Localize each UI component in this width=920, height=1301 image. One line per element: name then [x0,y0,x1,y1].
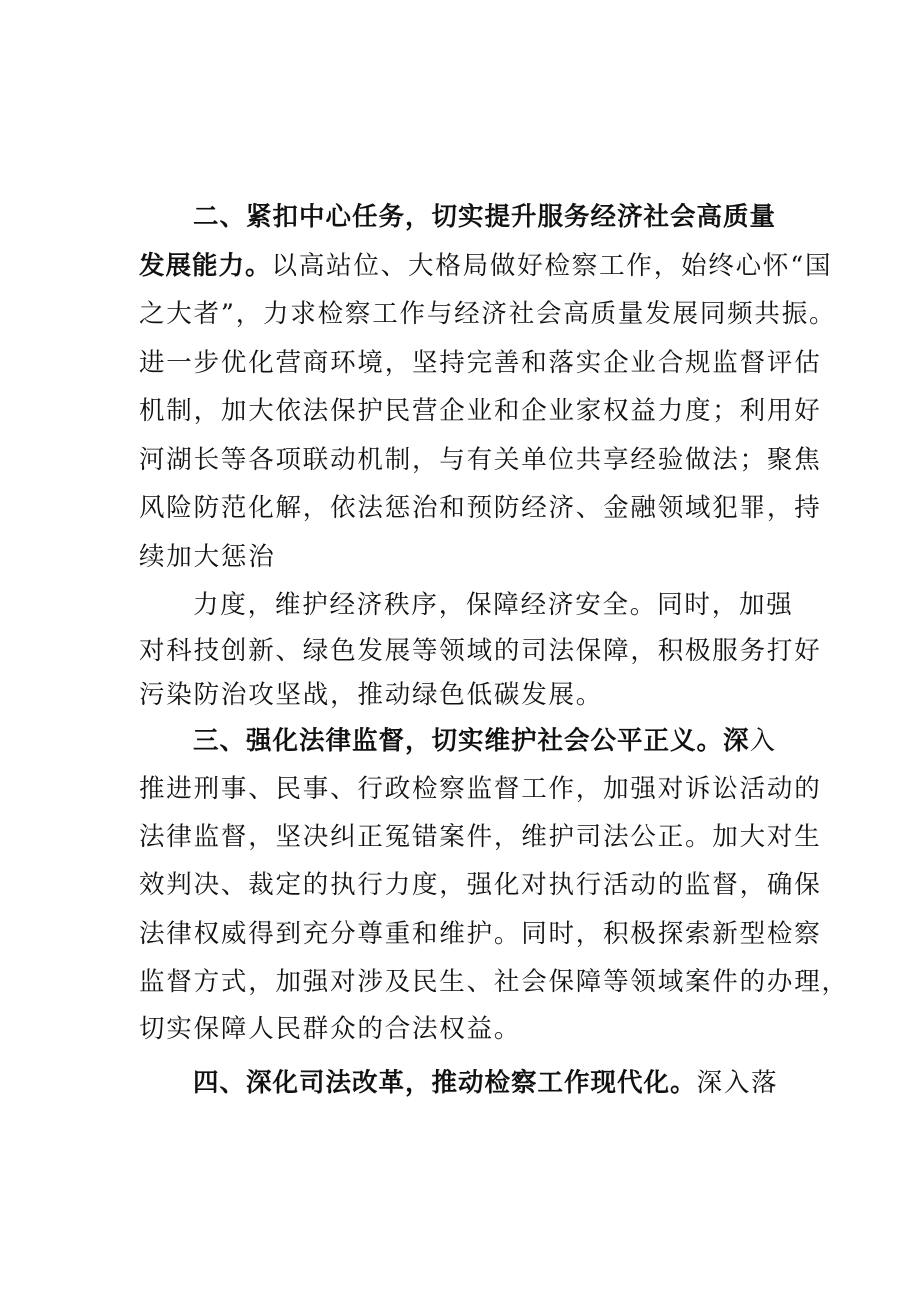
text-line [139,678,603,712]
body-text: 河湖长等各项联动机制，与有关单位共享经验做法；聚焦 [139,445,822,475]
text-line [193,724,777,758]
text-line [139,1012,521,1046]
body-text: 法律权威得到充分尊重和维护。同时，积极探索新型检察 [139,919,822,949]
text-line [193,588,794,622]
text-line [139,820,822,854]
section-heading: 三、强化法律监督，切实维护社会公平正义。深 [193,726,750,756]
body-text: 入 [749,726,777,756]
section-heading: 二、紧扣中心任务，切实提升服务经济社会高质量 [193,202,777,232]
section-heading: 四、深化司法改革，推动检察工作现代化。 [193,1068,697,1098]
text-line [139,297,836,331]
body-text: 污染防治攻坚战，推动绿色低碳发展。 [139,680,604,710]
section-heading: 发展能力。 [139,251,272,281]
text-line [139,540,276,574]
text-line [139,249,832,283]
body-text: 法律监督，坚决纠正冤错案件，维护司法公正。加大对生 [139,822,822,852]
body-text: 深入落 [696,1068,779,1098]
body-text: 力度，维护经济秩序，保障经济安全。同时，加强 [193,590,794,620]
text-line [139,346,822,380]
body-text: 机制，加大依法保护民营企业和企业家权益力度；利用好 [139,396,822,426]
text-line [139,965,849,999]
body-text: 监督方式，加强对涉及民生、社会保障等领域案件的办理， [139,967,849,997]
body-text: 之大者”，力求检察工作与经济社会高质量发展同频共振。 [139,299,837,329]
body-text: 进一步优化营商环境，坚持完善和落实企业合规监督评估 [139,348,822,378]
body-text: 对科技创新、绿色发展等领域的司法保障，积极服务打好 [139,636,822,666]
body-text: 风险防范化解，依法惩治和预防经济、金融领域犯罪，持 [139,493,822,523]
text-line [139,491,822,525]
text-line [139,772,822,806]
text-line [139,868,822,902]
text-line [139,917,822,951]
text-line [193,1066,778,1100]
body-text: 续加大惩治 [139,542,276,572]
text-line [193,200,776,234]
body-text: 以高站位、大格局做好检察工作，始终心怀“国 [271,251,833,281]
body-text: 推进刑事、民事、行政检察监督工作，加强对诉讼活动的 [139,774,822,804]
text-line [139,634,822,668]
text-line [139,443,822,477]
text-line [139,394,822,428]
body-text: 切实保障人民群众的合法权益。 [139,1014,522,1044]
body-text: 效判决、裁定的执行力度，强化对执行活动的监督，确保 [139,870,822,900]
